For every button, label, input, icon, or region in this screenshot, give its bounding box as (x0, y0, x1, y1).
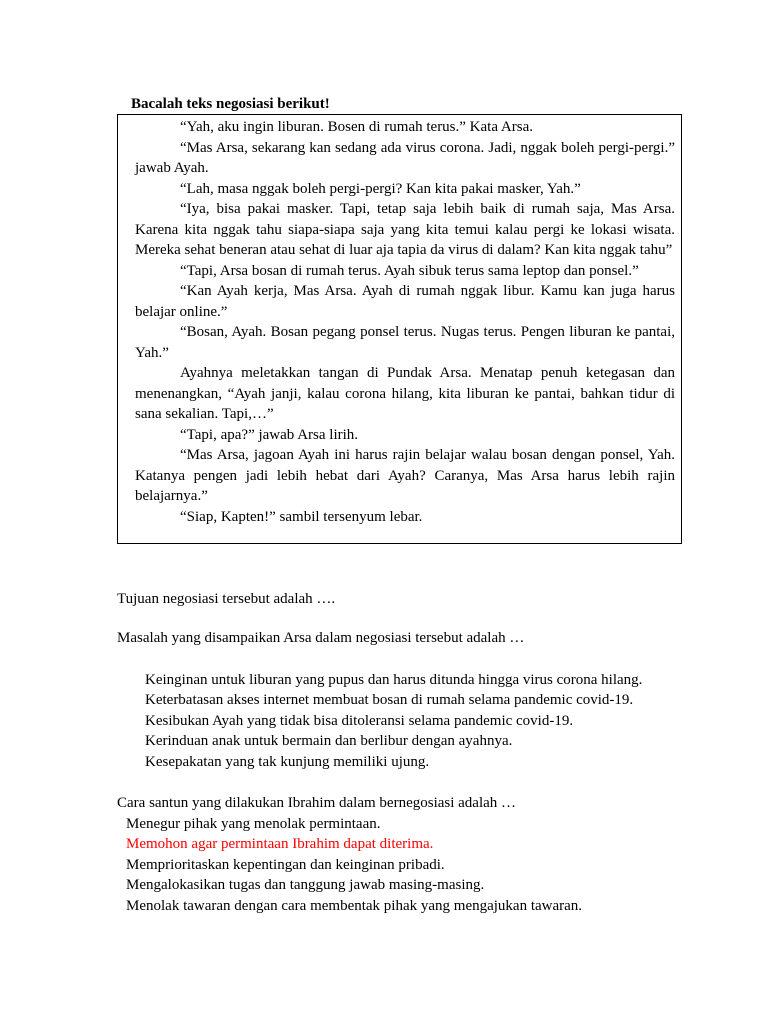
option-item-highlighted[interactable]: Memohon agar permintaan Ibrahim dapat diterima. (126, 836, 434, 853)
story-paragraph: “Tapi, Arsa bosan di rumah terus. Ayah sibuk terus sama leptop dan ponsel.” (180, 262, 639, 279)
story-paragraph: Ayahnya meletakkan tangan di Pundak Arsa. Menatap penuh ketegasan dan menenangkan, “Ayah janji, kalau corona hilang, kita liburan ke pantai, bahkan tidur di sana sekalian. Tapi,…” (135, 365, 675, 422)
story-paragraph: “Lah, masa nggak boleh pergi-pergi? Kan kita pakai masker, Yah.” (180, 180, 581, 197)
story-paragraph: “Mas Arsa, jagoan Ayah ini harus rajin belajar walau bosan dengan ponsel, Yah. Katanya pengen jadi lebih hebat dari Ayah? Caranya, Mas Arsa harus lebih rajin belajarnya.” (135, 447, 675, 504)
option-item[interactable]: Menegur pihak yang menolak permintaan. (126, 816, 381, 832)
question-2-options (145, 670, 642, 772)
story-paragraph: “Tapi, apa?” jawab Arsa lirih. (180, 426, 359, 443)
option-item[interactable]: Kesibukan Ayah yang tidak bisa ditoleransi selama pandemic covid-19. (145, 712, 574, 729)
option-item[interactable]: Kerinduan anak untuk bermain dan berlibur dengan ayahnya. (145, 733, 513, 750)
question-3: Cara santun yang dilakukan Ibrahim dalam bernegosiasi adalah … (117, 795, 517, 811)
option-item[interactable]: Mengalokasikan tugas dan tanggung jawab masing-masing. (126, 877, 485, 894)
option-item[interactable]: Keterbatasan akses internet membuat bosan di rumah selama pandemic covid-19. (145, 692, 634, 709)
option-item[interactable]: Kesepakatan yang tak kunjung memiliki ujung. (145, 753, 430, 770)
negotiation-text-box (117, 114, 682, 544)
story-paragraph: “Bosan, Ayah. Bosan pegang ponsel terus. Nugas terus. Pengen liburan ke pantai, Yah.” (135, 324, 675, 361)
option-item[interactable]: Memprioritaskan kepentingan dan keinginan pribadi. (126, 856, 445, 873)
option-item[interactable]: Keinginan untuk liburan yang pupus dan harus ditunda hingga virus corona hilang. (145, 672, 643, 688)
story-paragraph: “Iya, bisa pakai masker. Tapi, tetap saja lebih baik di rumah saja, Mas Arsa. Karena kita nggak tahu siapa-siapa saja yang kita temui kalau pergi ke lokasi wisata. Mereka sehat beneran atau sehat di luar aja tapia da virus di dalam? Kan kita nggak tahu” (135, 201, 675, 258)
story-paragraph: “Kan Ayah kerja, Mas Arsa. Ayah di rumah nggak libur. Kamu kan juga harus belajar online.” (135, 283, 675, 320)
question-2: Masalah yang disampaikan Arsa dalam negosiasi tersebut adalah … (117, 630, 525, 646)
question-1: Tujuan negosiasi tersebut adalah …. (117, 591, 336, 607)
option-item[interactable]: Menolak tawaran dengan cara membentak pihak yang mengajukan tawaran. (126, 897, 583, 914)
question-3-options (126, 814, 582, 916)
story-paragraph: “Yah, aku ingin liburan. Bosen di rumah terus.” Kata Arsa. (180, 119, 533, 135)
story-paragraph: “Mas Arsa, sekarang kan sedang ada virus corona. Jadi, nggak boleh pergi-pergi.” jawab Ayah. (135, 139, 675, 176)
instruction-heading: Bacalah teks negosiasi berikut! (131, 96, 330, 112)
story-paragraph: “Siap, Kapten!” sambil tersenyum lebar. (180, 508, 423, 525)
